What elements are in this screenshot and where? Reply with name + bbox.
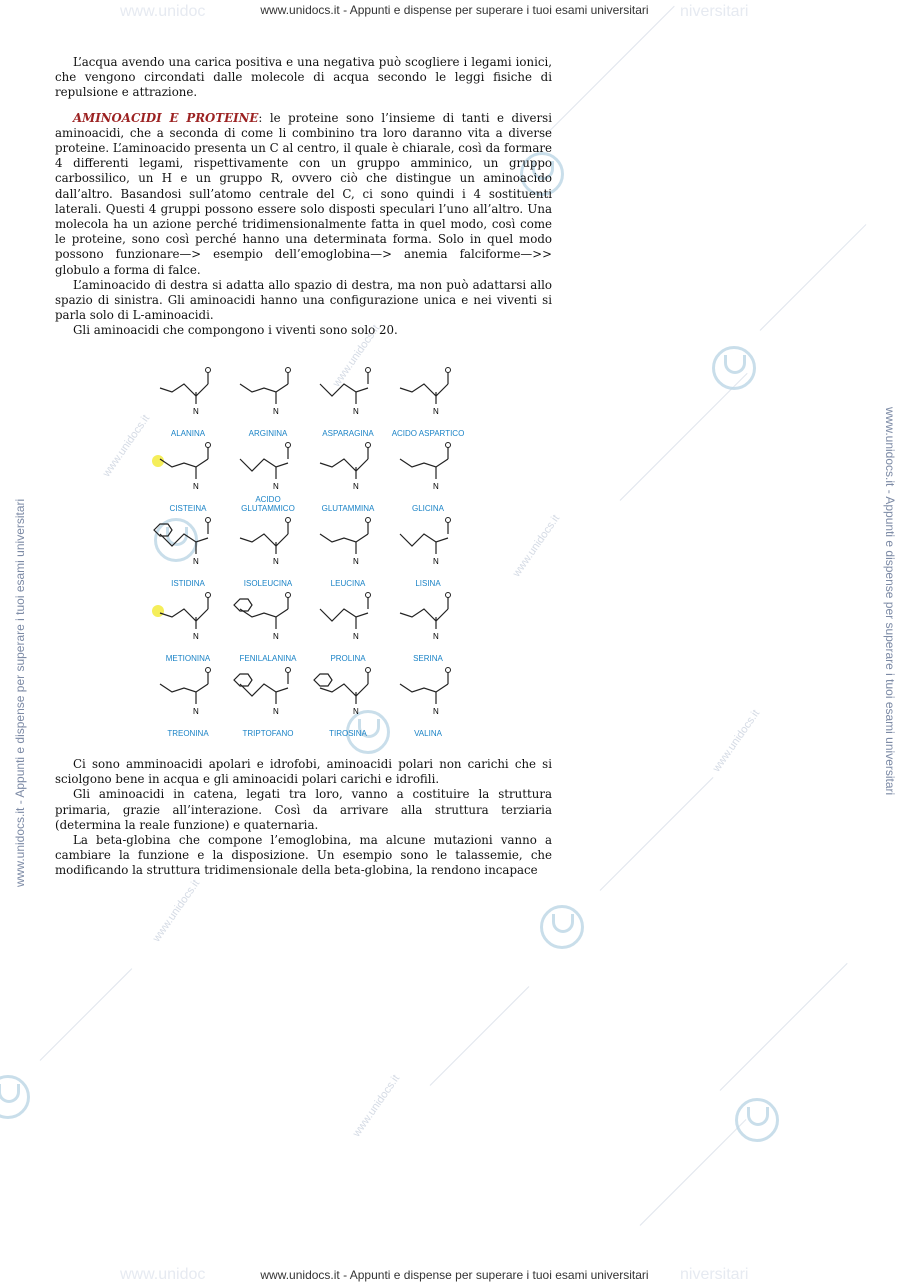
oxygen-atom	[446, 593, 451, 598]
amino-acid-label: ACIDO ASPARTICO	[391, 429, 465, 438]
carbon-chain	[160, 384, 208, 396]
oxygen-atom	[206, 368, 211, 373]
oxygen-atom	[366, 518, 371, 523]
oxygen-atom	[286, 668, 291, 673]
nitrogen-label: N	[193, 482, 199, 491]
amino-acid-acido-aspartico	[388, 366, 468, 438]
carbon-chain	[160, 609, 208, 621]
carbon-chain	[400, 384, 448, 396]
structure-drawing	[388, 516, 468, 576]
amino-acid-arginina	[228, 366, 308, 438]
nitrogen-label: N	[273, 482, 279, 491]
carbon-chain	[320, 459, 368, 471]
nitrogen-label: N	[433, 407, 439, 416]
oxygen-atom	[366, 668, 371, 673]
oxygen-atom	[206, 668, 211, 673]
oxygen-atom	[286, 443, 291, 448]
watermark-line	[760, 224, 867, 331]
nitrogen-label: N	[353, 482, 359, 491]
side-banner-right: www.unidocs.it - Appunti e dispense per superare i tuoi esami universitari	[883, 407, 897, 796]
amino-acid-lisina	[388, 516, 468, 588]
oxygen-atom	[206, 518, 211, 523]
structure-drawing	[308, 516, 388, 576]
carbon-chain	[400, 459, 448, 467]
nitrogen-label: N	[353, 407, 359, 416]
nitrogen-label: N	[193, 557, 199, 566]
paragraph-amino-text: : le proteine sono l’insieme di tanti e diversi aminoacidi, che a seconda di come li combinino tra loro daranno vita a diverse proteine. L’aminoacido presenta un C al centro, il quale è chiarale, così da formare 4 differenti legami, rispettivamente con un gruppo amminico, un gruppo carbossilico, un H e un gruppo R, ovvero ciò che distingue un aminoacido dall’altro. Basandosi sull’atomo centrale del C, ci sono quindi i 4 sostituenti laterali. Questi 4 gruppi possono essere solo disposti speculari l’uno all’altro. Una molecola ha un azione perché tridimensionalmente fatta in quel modo, così come le proteine, sono così perché hanno una determinata forma. Solo in quel modo possono funzionare—> esempio dell’emoglobina—> anemia falciforme—>> globulo a forma di falce.	[55, 110, 552, 277]
amino-acid-glicina	[388, 441, 468, 513]
side-banner-left: www.unidocs.it - Appunti e dispense per superare i tuoi esami universitari	[13, 498, 27, 887]
watermark-logo-icon	[0, 1075, 30, 1119]
amino-acid-label: TIROSINA	[329, 729, 367, 738]
structure-drawing	[228, 591, 308, 651]
nitrogen-label: N	[273, 407, 279, 416]
nitrogen-label: N	[433, 632, 439, 641]
oxygen-atom	[206, 443, 211, 448]
amino-acid-label: ACIDO GLUTAMMICO	[241, 495, 295, 513]
carbon-chain	[160, 684, 208, 692]
structure-drawing	[228, 516, 308, 576]
nitrogen-label: N	[273, 707, 279, 716]
oxygen-atom	[366, 443, 371, 448]
watermark-line	[640, 1119, 747, 1226]
watermark-line	[40, 968, 133, 1061]
nitrogen-label: N	[273, 632, 279, 641]
oxygen-atom	[206, 593, 211, 598]
structure-drawing	[148, 666, 228, 726]
watermark-url: www.unidocs.it	[350, 1072, 403, 1140]
amino-acid-label: ISOLEUCINA	[243, 579, 293, 588]
structure-drawing	[148, 441, 228, 501]
carbon-chain	[400, 534, 448, 546]
amino-acid-label: VALINA	[414, 729, 442, 738]
watermark-line	[540, 6, 675, 141]
amino-acid-label: ALANINA	[170, 429, 206, 438]
paragraph-twenty: Gli aminoacidi che compongono i viventi sono solo 20.	[73, 323, 398, 338]
amino-acid-label: ARGININA	[248, 429, 288, 438]
paragraph-water: L’acqua avendo una carica positiva e una negativa può scogliere i legami ionici, che vengono circondati dalle molecole di acqua secondo le leggi fisiche di repulsione e attrazione.	[55, 55, 552, 100]
watermark-line	[720, 963, 848, 1091]
oxygen-atom	[446, 518, 451, 523]
nitrogen-label: N	[353, 557, 359, 566]
amino-acid-label: FENILALANINA	[239, 654, 297, 663]
amino-acid-triptofano	[228, 666, 308, 738]
structure-drawing	[228, 666, 308, 726]
structure-drawing	[388, 666, 468, 726]
oxygen-atom	[446, 368, 451, 373]
structure-drawing	[308, 591, 388, 651]
footer-ghost-text-left: www.unidoc	[120, 1266, 206, 1283]
amino-acid-leucina	[308, 516, 388, 588]
structure-drawing	[388, 366, 468, 426]
document-body-bottom	[55, 757, 552, 879]
amino-acid-figure	[140, 356, 480, 736]
header-ghost-text-right: niversitari	[680, 3, 749, 20]
amino-acid-prolina	[308, 591, 388, 663]
amino-acid-treonina	[148, 666, 228, 738]
amino-acid-label: ISTIDINA	[171, 579, 205, 588]
amino-acid-metionina	[148, 591, 228, 663]
structure-drawing	[148, 516, 228, 576]
amino-acid-serina	[388, 591, 468, 663]
oxygen-atom	[446, 443, 451, 448]
paragraph-structure: Gli aminoacidi in catena, legati tra loro, vanno a costituire la struttura primaria, grazie all’interazione. Così da arrivare alla struttura terziaria (determina la reale funzione) e quaternaria.	[55, 787, 552, 832]
footer-ghost-text-right: niversitari	[680, 1266, 749, 1283]
aromatic-ring	[154, 524, 172, 536]
nitrogen-label: N	[193, 632, 199, 641]
nitrogen-label: N	[353, 632, 359, 641]
watermark-url: www.unidocs.it	[150, 877, 203, 945]
watermark-line	[430, 986, 530, 1086]
page-header[interactable]: www.unidocs.it - Appunti e dispense per superare i tuoi esami universitari	[260, 3, 649, 17]
structure-drawing	[228, 366, 308, 426]
amino-acid-fenilalanina	[228, 591, 308, 663]
watermark-line	[620, 373, 748, 501]
paragraph-beta-globin: La beta-globina che compone l’emoglobina, ma alcune mutazioni vanno a cambiare la funzione e la disposizione. Un esempio sono le talassemie, che modificando la struttura tridimensionale della beta-globina, la rendono incapace	[55, 833, 552, 878]
amino-acid-label: PROLINA	[330, 654, 366, 663]
oxygen-atom	[286, 518, 291, 523]
structure-drawing	[388, 591, 468, 651]
carbon-chain	[320, 384, 368, 396]
oxygen-atom	[446, 668, 451, 673]
amino-acid-label: METIONINA	[165, 654, 211, 663]
oxygen-atom	[286, 368, 291, 373]
aromatic-ring	[234, 674, 252, 686]
oxygen-atom	[286, 593, 291, 598]
amino-acid-label: GLICINA	[411, 504, 444, 513]
amino-acid-isoleucina	[228, 516, 308, 588]
watermark-url: www.unidocs.it	[710, 707, 763, 775]
oxygen-atom	[366, 593, 371, 598]
carbon-chain	[320, 534, 368, 542]
oxygen-atom	[366, 368, 371, 373]
watermark-url: www.unidocs.it	[100, 412, 153, 480]
amino-acid-istidina	[148, 516, 228, 588]
aromatic-ring	[314, 674, 332, 686]
nitrogen-label: N	[193, 407, 199, 416]
structure-drawing	[148, 366, 228, 426]
structure-drawing	[308, 366, 388, 426]
paragraph-polarity: Ci sono amminoacidi apolari e idrofobi, aminoacidi polari non carichi che si sciolgono bene in acqua e gli aminoacidi polari carichi e idrofili.	[55, 757, 552, 787]
nitrogen-label: N	[433, 482, 439, 491]
page-footer[interactable]: www.unidocs.it - Appunti e dispense per superare i tuoi esami universitari	[260, 1268, 649, 1282]
amino-acid-label: TREONINA	[167, 729, 209, 738]
amino-acid-label: TRIPTOFANO	[242, 729, 294, 738]
carbon-chain	[160, 459, 208, 467]
carbon-chain	[400, 609, 448, 621]
section-heading: AMINOACIDI E PROTEINE	[73, 110, 259, 125]
structure-drawing	[228, 441, 308, 501]
amino-acid-label: LEUCINA	[330, 579, 366, 588]
carbon-chain	[400, 684, 448, 692]
watermark-url: www.unidocs.it	[330, 322, 383, 390]
amino-acid-alanina	[148, 366, 228, 438]
carbon-chain	[240, 609, 288, 617]
watermark-logo-icon	[735, 1098, 779, 1142]
amino-acid-label: SERINA	[413, 654, 443, 663]
nitrogen-label: N	[433, 707, 439, 716]
structure-drawing	[308, 666, 388, 726]
carbon-chain	[320, 609, 368, 621]
aromatic-ring	[234, 599, 252, 611]
amino-acid-glutammina	[308, 441, 388, 513]
structure-drawing	[308, 441, 388, 501]
structure-drawing	[388, 441, 468, 501]
carbon-chain	[240, 459, 288, 471]
carbon-chain	[240, 384, 288, 392]
amino-acid-label: GLUTAMMINA	[321, 504, 375, 513]
nitrogen-label: N	[193, 707, 199, 716]
structure-drawing	[148, 591, 228, 651]
amino-acid-valina	[388, 666, 468, 738]
amino-acid-tirosina	[308, 666, 388, 738]
carbon-chain	[240, 534, 288, 546]
paragraph-amino-intro	[55, 111, 552, 278]
watermark-url: www.unidocs.it	[510, 512, 563, 580]
nitrogen-label: N	[273, 557, 279, 566]
amino-acid-label: CISTEINA	[169, 504, 207, 513]
watermark-logo-icon	[712, 346, 756, 390]
amino-acid-cisteina	[148, 441, 228, 513]
amino-acid-acido-glutammico	[228, 441, 308, 513]
amino-acid-asparagina	[308, 366, 388, 438]
watermark-line	[600, 777, 714, 891]
amino-acid-label: LISINA	[415, 579, 441, 588]
amino-acid-label: ASPARAGINA	[322, 429, 374, 438]
nitrogen-label: N	[433, 557, 439, 566]
sulfur-highlight	[152, 605, 164, 617]
header-ghost-text-left: www.unidoc	[120, 3, 206, 20]
watermark-logo-icon	[540, 905, 584, 949]
paragraph-chirality: L’aminoacido di destra si adatta allo spazio di destra, ma non può adattarsi allo spazio di sinistra. Gli aminoacidi hanno una configurazione unica e nei viventi si parla solo di L-aminoacidi.	[55, 277, 552, 323]
document-body-top	[55, 55, 552, 339]
nitrogen-label: N	[353, 707, 359, 716]
